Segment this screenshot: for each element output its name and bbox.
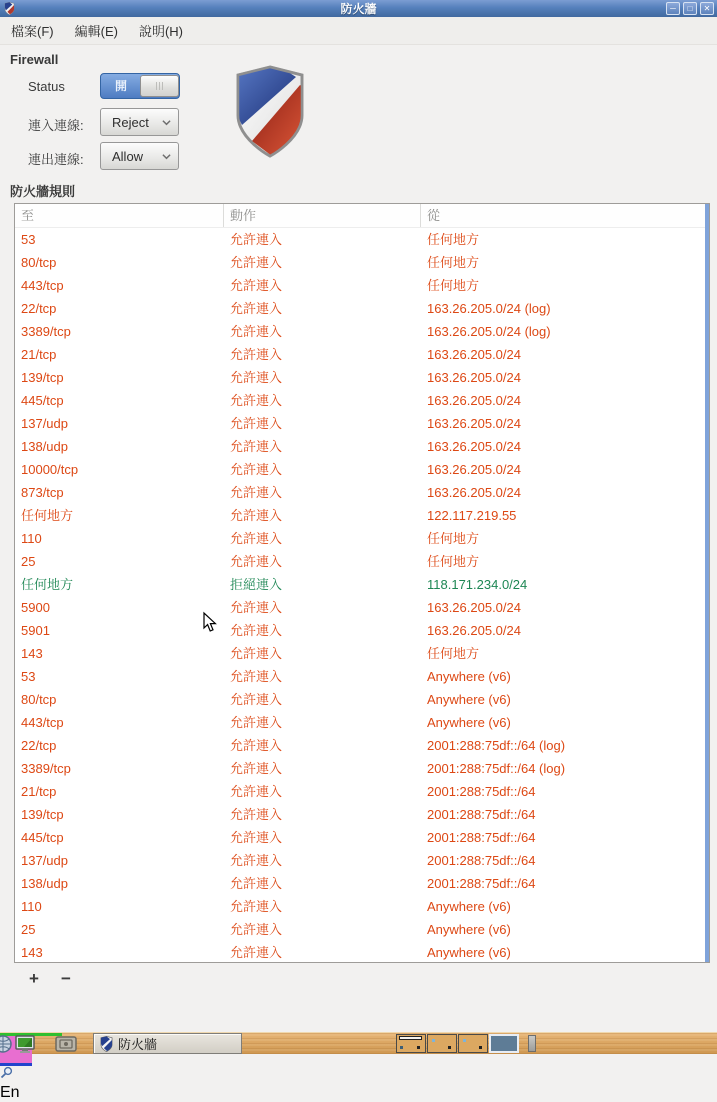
rule-cell-to: 137/udp: [21, 416, 68, 431]
rule-cell-to: 80/tcp: [21, 692, 57, 707]
rule-cell-from: 任何地方: [427, 232, 480, 247]
table-row[interactable]: [15, 297, 709, 320]
rule-cell-to: 21/tcp: [21, 347, 57, 362]
table-row[interactable]: [15, 527, 709, 550]
rule-cell-to: 443/tcp: [21, 715, 64, 730]
rule-cell-to: 5900: [21, 600, 50, 615]
rule-cell-from: Anywhere (v6): [427, 899, 511, 914]
screenshot-tool-icon[interactable]: [55, 1035, 77, 1052]
rule-cell-from: 2001:288:75df::/64 (log): [427, 738, 566, 753]
table-row[interactable]: [15, 619, 709, 642]
rule-cell-action: 允許連入: [230, 623, 283, 638]
column-header-from[interactable]: 從: [427, 208, 441, 223]
incoming-dropdown[interactable]: [100, 108, 179, 136]
rule-cell-from: Anywhere (v6): [427, 669, 511, 684]
taskbar: [0, 1032, 717, 1101]
rule-cell-to: 443/tcp: [21, 278, 64, 293]
rule-cell-to: 任何地方: [21, 577, 74, 592]
rule-cell-to: 138/udp: [21, 439, 68, 454]
table-row[interactable]: [15, 826, 709, 849]
rule-cell-to: 110: [21, 899, 42, 914]
rule-cell-action: 允許連入: [230, 462, 283, 477]
status-label: Status: [28, 79, 65, 94]
table-row[interactable]: [15, 320, 709, 343]
rule-cell-from: 163.26.205.0/24: [427, 439, 521, 454]
table-row[interactable]: [15, 343, 709, 366]
rule-cell-action: 允許連入: [230, 922, 283, 937]
rule-cell-to: 5901: [21, 623, 50, 638]
maximize-button[interactable]: □: [683, 2, 697, 15]
rule-cell-from: Anywhere (v6): [427, 692, 511, 707]
rule-cell-action: 允許連入: [230, 761, 283, 776]
chevron-down-icon: [162, 152, 171, 161]
rule-cell-action: 允許連入: [230, 876, 283, 891]
outgoing-value: Allow: [112, 148, 144, 164]
rule-cell-action: 拒絕連入: [230, 577, 283, 592]
rule-cell-to: 10000/tcp: [21, 462, 79, 477]
rule-cell-action: 允許連入: [230, 439, 283, 454]
rule-cell-action: 允許連入: [230, 416, 283, 431]
rule-cell-to: 137/udp: [21, 853, 68, 868]
rule-cell-action: 允許連入: [230, 853, 283, 868]
rule-cell-to: 80/tcp: [21, 255, 57, 270]
rule-cell-to: 22/tcp: [21, 301, 57, 316]
incoming-label: 連入連線:: [28, 118, 84, 133]
rule-cell-to: 873/tcp: [21, 485, 64, 500]
rule-cell-from: 163.26.205.0/24 (log): [427, 301, 551, 316]
magnifier-icon[interactable]: [0, 1066, 717, 1084]
rule-cell-action: 允許連入: [230, 715, 283, 730]
rule-cell-to: 3389/tcp: [21, 324, 71, 339]
titlebar[interactable]: [0, 0, 717, 17]
workspace-3[interactable]: [458, 1034, 488, 1053]
rule-cell-to: 139/tcp: [21, 370, 64, 385]
keyboard-layout-badge[interactable]: En: [0, 1084, 20, 1101]
rule-cell-from: 任何地方: [427, 278, 480, 293]
volume-slider[interactable]: [528, 1035, 536, 1052]
table-row[interactable]: [15, 573, 709, 596]
rule-cell-from: 118.171.234.0/24: [427, 577, 528, 592]
workspace-2[interactable]: [427, 1034, 457, 1053]
table-row[interactable]: [15, 711, 709, 734]
rule-cell-action: 允許連入: [230, 393, 283, 408]
rule-cell-to: 110: [21, 531, 42, 546]
rule-cell-from: 任何地方: [427, 531, 480, 546]
rule-cell-from: 2001:288:75df::/64: [427, 876, 536, 891]
table-row[interactable]: [15, 274, 709, 297]
rule-cell-action: 允許連入: [230, 278, 283, 293]
menu-edit[interactable]: 編輯(E): [74, 24, 118, 39]
rule-cell-action: 允許連入: [230, 232, 283, 247]
app-shield-icon: [4, 2, 15, 15]
window-title: 防火牆: [340, 2, 377, 16]
rule-cell-action: 允許連入: [230, 899, 283, 914]
taskbar-window-label: 防火牆: [118, 1037, 158, 1052]
table-header: [15, 204, 709, 228]
menu-help[interactable]: 說明(H): [138, 24, 183, 39]
table-row[interactable]: [15, 366, 709, 389]
rule-cell-action: 允許連入: [230, 669, 283, 684]
table-row[interactable]: [15, 665, 709, 688]
rule-cell-from: 163.26.205.0/24: [427, 462, 521, 477]
workspace-4-selected[interactable]: [489, 1034, 519, 1053]
table-row[interactable]: [15, 941, 709, 964]
rule-cell-from: Anywhere (v6): [427, 715, 511, 730]
rule-cell-action: 允許連入: [230, 324, 283, 339]
rule-cell-action: 允許連入: [230, 807, 283, 822]
rule-cell-to: 143: [21, 646, 43, 661]
rule-cell-action: 允許連入: [230, 646, 283, 661]
outgoing-label: 連出連線:: [28, 152, 84, 167]
rules-section-title: 防火牆規則: [10, 184, 76, 199]
rule-cell-to: 53: [21, 669, 36, 684]
table-row[interactable]: [15, 757, 709, 780]
rule-cell-from: 163.26.205.0/24 (log): [427, 324, 551, 339]
table-row[interactable]: [15, 642, 709, 665]
close-button[interactable]: ✕: [700, 2, 714, 15]
rule-cell-from: 2001:288:75df::/64: [427, 784, 536, 799]
rule-cell-action: 允許連入: [230, 485, 283, 500]
display-settings-icon[interactable]: [15, 1035, 37, 1054]
rule-cell-to: 22/tcp: [21, 738, 57, 753]
column-header-to[interactable]: 至: [15, 204, 224, 227]
rule-cell-from: 任何地方: [427, 646, 480, 661]
rule-cell-to: 445/tcp: [21, 830, 64, 845]
table-row[interactable]: [15, 412, 709, 435]
rules-table[interactable]: [14, 203, 710, 963]
table-row[interactable]: [15, 849, 709, 872]
workspace-1[interactable]: [396, 1034, 426, 1053]
rule-cell-from: 122.117.219.55: [427, 508, 517, 523]
rule-cell-from: Anywhere (v6): [427, 922, 511, 937]
chevron-down-icon: [162, 118, 171, 127]
rule-cell-from: Anywhere (v6): [427, 945, 511, 960]
web-browser-icon[interactable]: [0, 1035, 14, 1053]
taskbar-window-button[interactable]: [93, 1033, 242, 1054]
rule-cell-from: 163.26.205.0/24: [427, 623, 521, 638]
rule-cell-to: 25: [21, 922, 36, 937]
rule-cell-from: 2001:288:75df::/64 (log): [427, 761, 566, 776]
rule-cell-action: 允許連入: [230, 738, 283, 753]
rule-cell-from: 163.26.205.0/24: [427, 393, 521, 408]
rule-cell-from: 任何地方: [427, 554, 480, 569]
table-row[interactable]: [15, 918, 709, 941]
table-row[interactable]: [15, 458, 709, 481]
rule-cell-from: 163.26.205.0/24: [427, 416, 521, 431]
rule-cell-from: 2001:288:75df::/64: [427, 853, 536, 868]
rule-cell-action: 允許連入: [230, 347, 283, 362]
rule-cell-action: 允許連入: [230, 600, 283, 615]
firewall-shield-icon: [100, 1036, 113, 1052]
incoming-value: Reject: [112, 114, 149, 130]
table-row[interactable]: [15, 872, 709, 895]
table-row[interactable]: [15, 228, 709, 251]
rule-cell-action: 允許連入: [230, 255, 283, 270]
firewall-section-title: Firewall: [10, 52, 59, 67]
rule-cell-action: 允許連入: [230, 554, 283, 569]
add-rule-button[interactable]: +: [29, 969, 39, 988]
rule-cell-from: 任何地方: [427, 255, 480, 270]
rule-cell-action: 允許連入: [230, 692, 283, 707]
rule-cell-to: 21/tcp: [21, 784, 57, 799]
table-row[interactable]: [15, 550, 709, 573]
menubar: [0, 17, 717, 45]
menu-file[interactable]: 檔案(F): [11, 24, 54, 39]
minimize-button[interactable]: ─: [666, 2, 680, 15]
toggle-handle[interactable]: [140, 75, 179, 97]
scrollbar[interactable]: [705, 204, 709, 962]
table-row[interactable]: [15, 389, 709, 412]
rule-cell-to: 143: [21, 945, 43, 960]
rule-cell-from: 2001:288:75df::/64: [427, 830, 536, 845]
rule-cell-to: 任何地方: [21, 508, 74, 523]
column-header-action[interactable]: 動作: [224, 204, 421, 227]
rule-cell-from: 163.26.205.0/24: [427, 485, 521, 500]
table-row[interactable]: [15, 688, 709, 711]
rule-cell-action: 允許連入: [230, 301, 283, 316]
rule-cell-action: 允許連入: [230, 830, 283, 845]
rule-cell-from: 2001:288:75df::/64: [427, 807, 536, 822]
table-row[interactable]: [15, 734, 709, 757]
rule-cell-to: 53: [21, 232, 36, 247]
table-row[interactable]: [15, 895, 709, 918]
rules-rows: [15, 228, 709, 964]
table-row[interactable]: [15, 481, 709, 504]
workspace-pager[interactable]: [396, 1034, 519, 1053]
rule-cell-to: 445/tcp: [21, 393, 64, 408]
table-row[interactable]: [15, 803, 709, 826]
table-row[interactable]: [15, 504, 709, 527]
outgoing-dropdown[interactable]: [100, 142, 179, 170]
firewall-status-toggle[interactable]: [100, 73, 180, 99]
table-row[interactable]: [15, 251, 709, 274]
table-row[interactable]: [15, 596, 709, 619]
rule-cell-from: 163.26.205.0/24: [427, 347, 521, 362]
gufw-shield-logo: [234, 63, 306, 160]
rule-cell-action: 允許連入: [230, 784, 283, 799]
rule-cell-from: 163.26.205.0/24: [427, 600, 521, 615]
rule-cell-from: 163.26.205.0/24: [427, 370, 521, 385]
rule-cell-to: 3389/tcp: [21, 761, 71, 776]
table-row[interactable]: [15, 780, 709, 803]
table-row[interactable]: [15, 435, 709, 458]
rule-cell-to: 138/udp: [21, 876, 68, 891]
rule-cell-to: 25: [21, 554, 36, 569]
toggle-on-label: 開: [114, 79, 127, 93]
mouse-cursor: [203, 612, 217, 633]
rule-cell-action: 允許連入: [230, 508, 283, 523]
rule-cell-action: 允許連入: [230, 370, 283, 385]
rule-cell-action: 允許連入: [230, 531, 283, 546]
rule-cell-to: 139/tcp: [21, 807, 64, 822]
remove-rule-button[interactable]: −: [61, 969, 71, 988]
rule-cell-action: 允許連入: [230, 945, 283, 960]
